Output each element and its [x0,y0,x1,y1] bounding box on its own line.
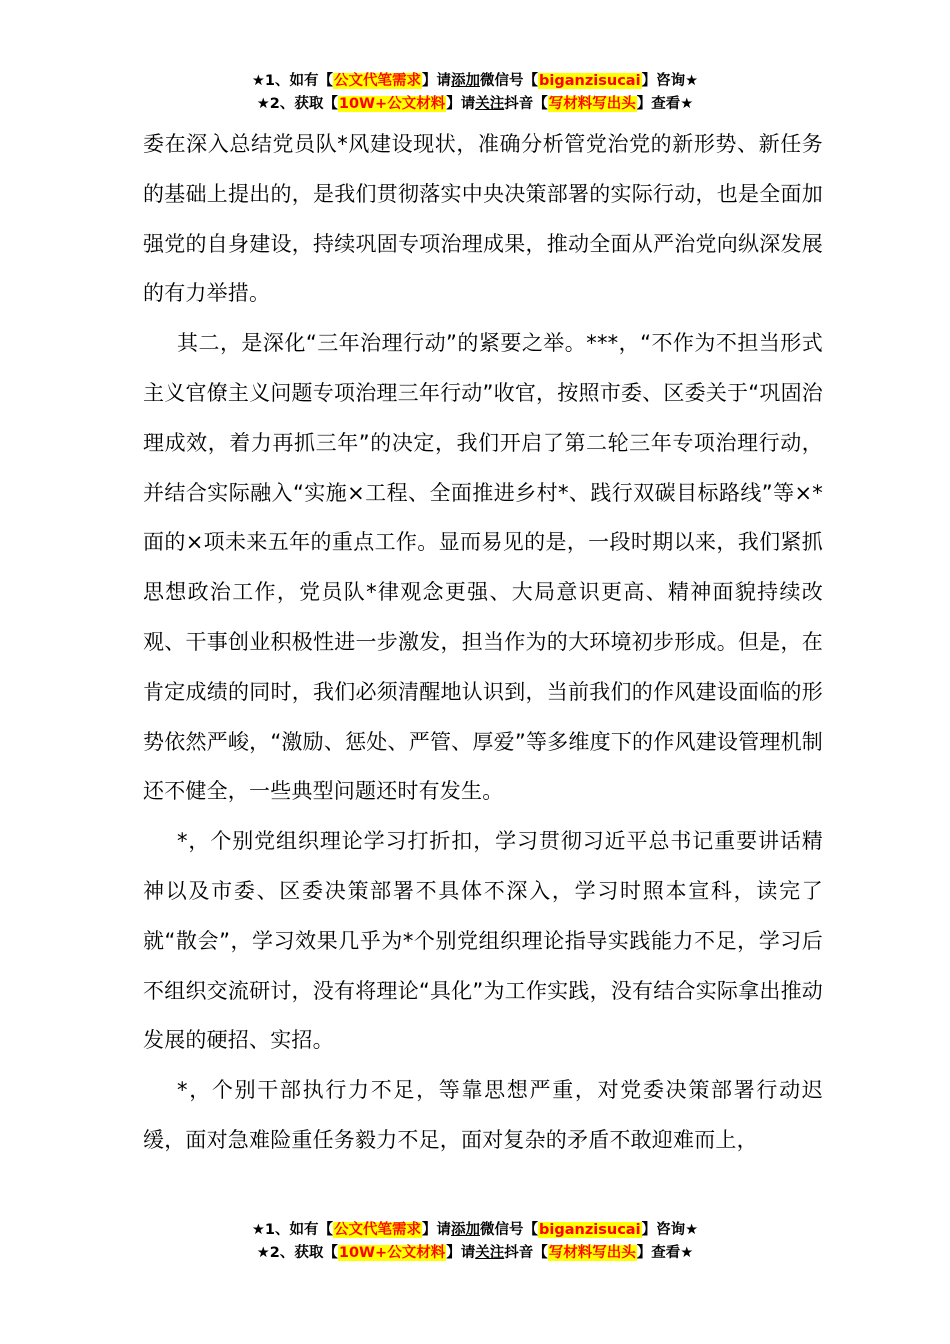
banner-text: 】查看★ [636,1245,694,1261]
banner-text: ★1、如有【 [251,1222,334,1238]
banner-line-1 [0,1219,950,1242]
banner-text: 抖音【 [504,96,548,112]
banner-line-2 [0,1242,950,1265]
banner-text: 微信号【 [480,73,539,89]
banner-highlight-wechat-id: biganzisucai [539,73,641,89]
banner-text: 】请 [422,1222,452,1238]
banner-text: 抖音【 [504,1245,548,1261]
banner-text: 】请 [446,1245,476,1261]
banner-highlight-writing-service: 公文代笔需求 [334,73,422,89]
banner-text: ★2、获取【 [256,1245,338,1261]
banner-highlight-writing-service: 公文代笔需求 [334,1222,422,1238]
banner-highlight-douyin-account: 写材料写出头 [548,96,636,112]
footer-banner [0,1219,950,1265]
banner-line-1 [0,70,950,93]
banner-line-2 [0,93,950,116]
document-body [143,120,823,1166]
banner-text: ★2、获取【 [256,96,338,112]
banner-underlined-text: 关注 [475,1245,505,1261]
paragraph-4: *，个别干部执行力不足，等靠思想严重，对党委决策部署行动迟缓，面对急难险重任务毅力不足，面对复杂的矛盾不敢迎难而上， [143,1078,823,1152]
banner-text: 】查看★ [636,96,694,112]
paragraph-2: 其二，是深化“三年治理行动”的紧要之举。***，“不作为不担当形式主义官僚主义问题专项治理三年行动”收官，按照市委、区委关于“巩固治理成效，着力再抓三年”的决定，我们开启了第二轮三年专项治理行动，并结合实际融入“实施×工程、全面推进乡村*、践行双碳目标路线”等×*面的×项未来五年的重点工作。显而易见的是，一段时期以来，我们紧抓思想政治工作，党员队*律观念更强、大局意识更高、精神面貌持续改观、干事创业积极性进一步激发，担当作为的大环境初步形成。但是，在肯定成绩的同时，我们必须清醒地认识到，当前我们的作风建设面临的形势依然严峻，“激励、惩处、严管、厚爱”等多维度下的作风建设管理机制还不健全，一些典型问题还时有发生。 [143,331,823,804]
header-banner [0,70,950,116]
paragraph-1: 委在深入总结党员队*风建设现状，准确分析管党治党的新形势、新任务的基础上提出的，是我们贯彻落实中央决策部署的实际行动，也是全面加强党的自身建设，持续巩固专项治理成果，推动全面从严治党向纵深发展的有力举措。 [143,132,823,306]
banner-underlined-text: 关注 [475,96,505,112]
banner-highlight-materials: 10W+公文材料 [338,1245,446,1261]
banner-highlight-materials: 10W+公文材料 [338,96,446,112]
banner-text: 】咨询★ [641,73,699,89]
banner-text: 】请 [446,96,476,112]
banner-text: 】请 [422,73,452,89]
paragraph-3: *，个别党组织理论学习打折扣，学习贯彻习近平总书记重要讲话精神以及市委、区委决策部署不具体不深入，学习时照本宣科，读完了就“散会”，学习效果几乎为*个别党组织理论指导实践能力不足，学习后不组织交流研讨，没有将理论“具化”为工作实践，没有结合实际拿出推动发展的硬招、实招。 [143,829,823,1053]
banner-text: 】咨询★ [641,1222,699,1238]
banner-text: ★1、如有【 [251,73,334,89]
banner-underlined-text: 添加 [451,1222,481,1238]
banner-underlined-text: 添加 [451,73,481,89]
banner-text: 微信号【 [480,1222,539,1238]
banner-highlight-douyin-account: 写材料写出头 [548,1245,636,1261]
banner-highlight-wechat-id: biganzisucai [539,1222,641,1238]
